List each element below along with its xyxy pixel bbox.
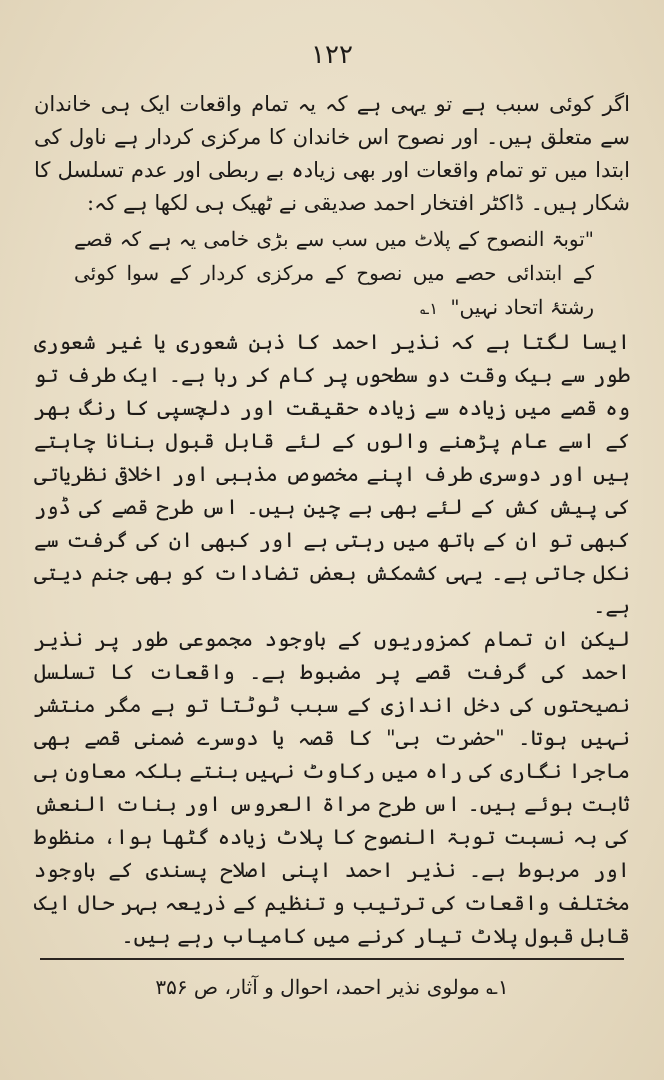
page-number: ۱۲۲ (311, 40, 353, 70)
paragraph-1: اگر کوئی سبب ہے تو یہی ہے کہ یہ تمام واقعات ایک ہی خاندان سے متعلق ہیں۔ اور نصوح اس خاندان کا مرکزی کردار ہے ناول کی ابتدا میں تو تمام واقعات اور بھی زیادہ بے ربطی اور عدم تسلسل کا شکار ہیں۔ ڈاکٹر افتخار احمد صدیقی نے ٹھیک ہی لکھا ہے کہ: (34, 92, 630, 215)
block-quote (74, 222, 594, 326)
quote-text: "توبۃ النصوح کے پلاٹ میں سب سے بڑی خامی یہ ہے کہ قصے کے ابتدائی حصے میں نصوح کے مرکزی کردار کے سوا کوئی رشتۂ اتحاد نہیں" (74, 227, 594, 319)
footnote: ۱؎ مولوی نذیر احمد، احوال و آثار، ص ۳۵۶ (155, 975, 509, 999)
paragraph-3: لیکن ان تمام کمزوریوں کے باوجود مجموعی طور پر نذیر احمد کی گرفت قصے پر مضبوط ہے۔ واقعات کا تسلسل نصیحتوں کی دخل اندازی کے سبب ٹوٹتا تو ہے مگر منتشر نہیں ہوتا۔ "حضرت بی" کا قصہ یا دوسرے ضمنی قصے بھی ماجرا نگاری کی راہ میں رکاوٹ نہیں بنتے بلکہ معاون ہی ثابت ہوئے ہیں۔ اس طرح مراۃ العروس اور بنات النعش کی بہ نسبت توبۃ النصوح کا پلاٹ زیادہ گٹھا ہوا، منظوط اور مربوط ہے۔ نذیر احمد اپنی اصلاح پسندی کے باوجود مختلف واقعات کی ترتیب و تنظیم کے ذریعہ بہر حال ایک قابل قبول پلاٹ تیار کرنے میں کامیاب رہے ہیں۔ (34, 627, 630, 948)
paragraph-2: ایسا لگتا ہے کہ نذیر احمد کا ذہن شعوری یا غیر شعوری طور سے بیک وقت دو سطحوں پر کام کر رہا ہے۔ ایک طرف تو وہ قصے میں زیادہ سے زیادہ حقیقت اور دلچسپی کا رنگ بھر کے اسے عام پڑھنے والوں کے لئے قابل قبول بنانا چاہتے ہیں اور دوسری طرف اپنے مخصوص مذہبی اور اخلاقی نظریاتی کی پیش کش کے لئے بھی بے چین ہیں۔ اس طرح قصے کی ڈور کبھی تو ان کے ہاتھ میں رہتی ہے اور کبھی ان کی گرفت سے نکل جاتی ہے۔ یہی کشمکش بعض تضادات کو بھی جنم دیتی ہے۔ (34, 330, 630, 618)
footnote-divider (40, 958, 624, 960)
body-text (34, 88, 630, 953)
footnote-reference: ۱؎ (420, 299, 438, 318)
